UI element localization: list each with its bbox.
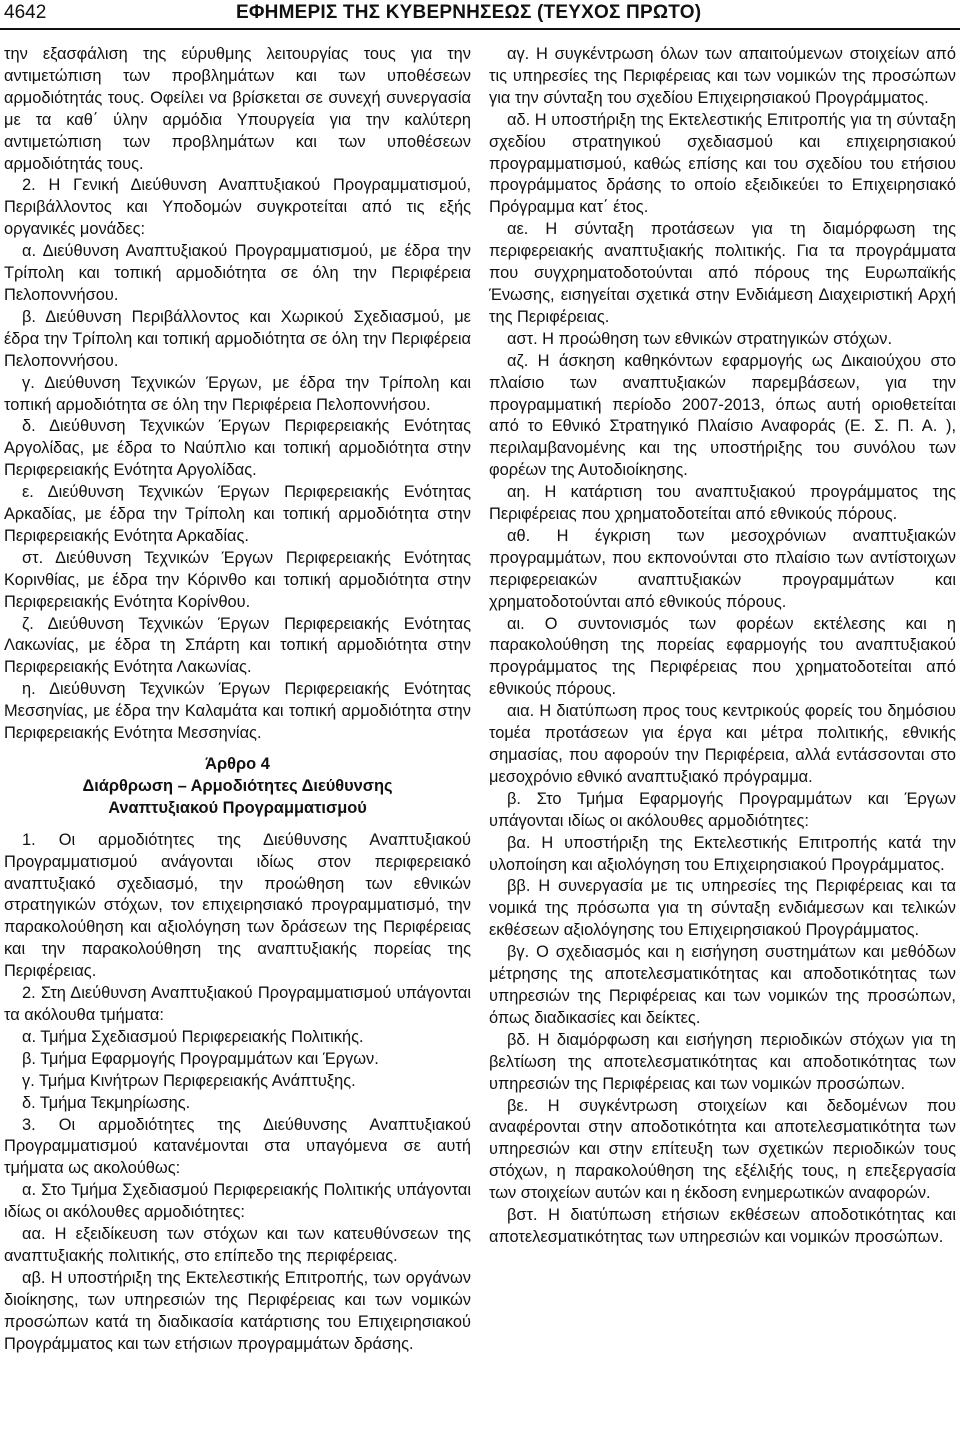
paragraph: γ. Διεύθυνση Τεχνικών Έργων, με έδρα την Τρίπολη και τοπική αρμοδιότητα σε όλη την Περιφέρεια Πελοποννήσου. bbox=[4, 373, 471, 414]
article-heading bbox=[4, 754, 471, 820]
paragraph: αια. Η διατύπωση προς τους κεντρικούς φορείς του δημόσιου τομέα προτάσεων για έργα και μέτρα πολιτικής, εθνικής σημασίας, που αφορούν την Περιφέρεια, αλλά εντάσσονται στο μεσοχρόνιο εθνικό αναπτυξιακό πρόγραμμα. bbox=[489, 702, 956, 786]
paragraph: αα. Η εξειδίκευση των στόχων και των κατευθύνσεων της αναπτυξιακής πολιτικής, στο επίπεδο της περιφέρειας. bbox=[4, 1225, 471, 1265]
paragraph: ββ. Η συνεργασία με τις υπηρεσίες της Περιφέρειας και τα νομικά της πρόσωπα για τη σύνταξη ενδιάμεσων και τελικών εκθέσεων αξιολόγησης του Επιχειρησιακού Προγράμματος. bbox=[489, 877, 956, 940]
paragraph: β. Στο Τμήμα Εφαρμογής Προγραμμάτων και Έργων υπάγονται ιδίως οι ακόλουθες αρμοδιότητες: bbox=[489, 789, 956, 830]
paragraph: 2. Η Γενική Διεύθυνση Αναπτυξιακού Προγραμματισμού, Περιβάλλοντος και Υποδομών συγκροτείται από τις εξής οργανικές μονάδες: bbox=[4, 176, 471, 239]
paragraph: 2. Στη Διεύθυνση Αναπτυξιακού Προγραμματισμού υπάγονται τα ακόλουθα τμήματα: bbox=[4, 984, 471, 1024]
paragraph: δ. Τμήμα Τεκμηρίωσης. bbox=[22, 1093, 191, 1112]
paragraph: βε. Η συγκέντρωση στοιχείων και δεδομένων που αναφέρονται στην αποδοτικότητα και αποτελεσματικότητα των υπηρεσιών και στην επίτευξη των σχετικών περιοδικών τους στόχων, η παρακολούθηση της εξέλιξής τους, η επεξεργασία των στοιχείων αυτών και η έκδοση ενημερωτικών αναφορών. bbox=[489, 1096, 956, 1203]
paragraph: β. Τμήμα Εφαρμογής Προγραμμάτων και Έργων. bbox=[22, 1049, 379, 1068]
paragraph: α. Στο Τμήμα Σχεδιασμού Περιφερειακής Πολιτικής υπάγονται ιδίως οι ακόλουθες αρμοδιότητες: bbox=[4, 1181, 471, 1222]
article-number: Άρθρο 4 bbox=[205, 755, 270, 773]
paragraph: στ. Διεύθυνση Τεχνικών Έργων Περιφερειακής Ενότητας Κορινθίας, με έδρα την Κόρινθο και τοπική αρμοδιότητα στην Περιφερειακής Ενότητα Κορίνθου. bbox=[4, 548, 471, 611]
paragraph: την εξασφάλιση της εύρυθμης λειτουργίας τους για την αντιμετώπιση των προβλημάτων και των υποθέσεων αρμοδιότητάς τους. Οφείλει να βρίσκεται σε συνεχή συνεργασία με τα καθ΄ ύλην αρμόδια Υπουργεία για την καλύτερη αντιμετώπιση των προβλημάτων και των υποθέσεων αρμοδιότητάς τους. bbox=[4, 45, 471, 173]
paragraph: αζ. Η άσκηση καθηκόντων εφαρμογής ως Δικαιούχου στο πλαίσιο των αναπτυξιακών παρεμβάσεων, για την προγραμματική περίοδο 2007-2013, όπως αυτή οριοθετείται από το Εθνικό Στρατηγικό Πλαίσιο Αναφοράς (Ε. Σ. Π. Α. ), περιλαμβανομένης και της υποστήριξης του συνόλου των φορέων της Αυτοδιοίκησης. bbox=[489, 351, 956, 480]
article-title-line-2: Αναπτυξιακού Προγραμματισμού bbox=[108, 798, 367, 817]
paragraph: αβ. Η υποστήριξη της Εκτελεστικής Επιτροπής, των οργάνων διοίκησης, των υπηρεσιών της Περιφέρειας και των νομικών προσώπων κατά τη διαδικασία κατάρτισης του Επιχειρησιακού Προγράμματος και των ετήσιων προγραμμάτων δράσης. bbox=[4, 1268, 471, 1353]
paragraph: δ. Διεύθυνση Τεχνικών Έργων Περιφερειακής Ενότητας Αργολίδας, με έδρα το Ναύπλιο και τοπική αρμοδιότητα στην Περιφερειακής Ενότητα Αργολίδας. bbox=[4, 417, 471, 480]
paragraph: η. Διεύθυνση Τεχνικών Έργων Περιφερειακής Ενότητας Μεσσηνίας, με έδρα την Καλαμάτα και τοπική αρμοδιότητα στην Περιφερειακής Ενότητα Μεσσηνίας. bbox=[4, 680, 471, 743]
paragraph: αι. Ο συντονισμός των φορέων εκτέλεσης και η παρακολούθηση της πορείας εφαρμογής του αναπτυξιακού προγράμματος της Περιφέρειας που χρηματοδοτείται από εθνικούς πόρους. bbox=[489, 614, 956, 699]
paragraph: ε. Διεύθυνση Τεχνικών Έργων Περιφερειακής Ενότητας Αρκαδίας, με έδρα την Τρίπολη και τοπική αρμοδιότητα στην Περιφερειακής Ενότητα Αρκαδίας. bbox=[4, 483, 471, 545]
paragraph: 3. Οι αρμοδιότητες της Διεύθυνσης Αναπτυξιακού Προγραμματισμού κατανέμονται στα υπαγόμενα σε αυτή τμήματα ως ακολούθως: bbox=[4, 1115, 471, 1178]
page-header bbox=[0, 0, 960, 30]
paragraph: β. Διεύθυνση Περιβάλλοντος και Χωρικού Σχεδιασμού, με έδρα την Τρίπολη και τοπική αρμοδιότητα σε όλη την Περιφέρεια Πελοποννήσου. bbox=[4, 307, 471, 370]
paragraph: 1. Οι αρμοδιότητες της Διεύθυνσης Αναπτυξιακού Προγραμματισμού ανάγονται ιδίως στον περιφερειακό αναπτυξιακό σχεδιασμό, την προώθηση των εθνικών στρατηγικών στόχων, τον επιχειρησιακό προγραμματισμό, την παρακολούθηση και αξιολόγηση των δράσεων της Περιφέρειας και την παρακολούθηση της αναπτυξιακής πορείας της Περιφέρειας. bbox=[4, 830, 471, 981]
paragraph: α. Τμήμα Σχεδιασμού Περιφερειακής Πολιτικής. bbox=[22, 1027, 364, 1046]
paragraph: αθ. Η έγκριση των μεσοχρόνιων αναπτυξιακών προγραμμάτων, που εκπονούνται στο πλαίσιο των αντίστοιχων περιφερειακών αναπτυξιακών προγραμμάτων και χρηματοδοτούνται από εθνικούς πόρους. bbox=[489, 526, 956, 611]
paragraph: αη. Η κατάρτιση του αναπτυξιακού προγράμματος της Περιφέρειας που χρηματοδοτείται από εθνικούς πόρους. bbox=[489, 483, 956, 524]
article-title-line-1: Διάρθρωση – Αρμοδιότητες Διεύθυνσης bbox=[82, 776, 393, 795]
left-column bbox=[4, 44, 471, 1420]
paragraph: αγ. Η συγκέντρωση όλων των απαιτούμενων στοιχείων από τις υπηρεσίες της Περιφέρειας και των νομικών της προσώπων για την σύνταξη του σχεδίου Επιχειρησιακού Προγράμματος. bbox=[489, 45, 956, 107]
right-column bbox=[489, 44, 956, 1420]
paragraph: βδ. Η διαμόρφωση και εισήγηση περιοδικών στόχων για τη βελτίωση της αποτελεσματικότητας και αποδοτικότητας των υπηρεσιών της Περιφέρειας και των νομικών προσώπων. bbox=[489, 1030, 956, 1093]
paragraph: ζ. Διεύθυνση Τεχνικών Έργων Περιφερειακής Ενότητας Λακωνίας, με έδρα τη Σπάρτη και τοπική αρμοδιότητα στην Περιφερειακής Ενότητα Λακωνίας. bbox=[4, 614, 471, 677]
gazette-title: ΕΦΗΜΕΡΙΣ ΤΗΣ ΚΥΒΕΡΝΗΣΕΩΣ (ΤΕΥΧΟΣ ΠΡΩΤΟ) bbox=[236, 2, 702, 23]
paragraph: βστ. Η διατύπωση ετήσιων εκθέσεων αποδοτικότητας και αποτελεσματικότητας των υπηρεσιών και νομικών προσώπων. bbox=[489, 1206, 956, 1246]
page-number: 4642 bbox=[4, 2, 47, 23]
paragraph: αστ. Η προώθηση των εθνικών στρατηγικών στόχων. bbox=[507, 329, 893, 348]
paragraph: αδ. Η υποστήριξη της Εκτελεστικής Επιτροπής για τη σύνταξη σχεδίου στρατηγικού σχεδιασμού και επιχειρησιακού προγραμματισμού, καθώς επίσης και του σχεδίου του ετήσιου προγράμματος δράσης το οποίο εξειδικεύει το Επιχειρησιακό Πρόγραμμα κατ΄ έτος. bbox=[489, 110, 956, 217]
paragraph: α. Διεύθυνση Αναπτυξιακού Προγραμματισμού, με έδρα την Τρίπολη και τοπική αρμοδιότητα σε όλη την Περιφέρεια Πελοποννήσου. bbox=[4, 242, 471, 304]
paragraph: βα. Η υποστήριξη της Εκτελεστικής Επιτροπής κατά την υλοποίηση και αξιολόγηση του Επιχειρησιακού Προγράμματος. bbox=[489, 833, 956, 874]
paragraph: γ. Τμήμα Κινήτρων Περιφερειακής Ανάπτυξης. bbox=[22, 1071, 356, 1090]
paragraph: αε. Η σύνταξη προτάσεων για τη διαμόρφωση της περιφερειακής αναπτυξιακής πολιτικής. Για τα προγράμματα που συγχρηματοδοτούνται από πόρους της Ευρωπαϊκής Ένωσης, εισηγείται σχετικά στην Ενδιάμεση Διαχειριστική Αρχή της Περιφέρειας. bbox=[489, 220, 956, 326]
paragraph: βγ. Ο σχεδιασμός και η εισήγηση συστημάτων και μεθόδων μέτρησης της αποτελεσματικότητας και αποδοτικότητας των υπηρεσιών της Περιφέρειας και των νομικών της προσώπων, όπως διαδικασίες και δείκτες. bbox=[489, 943, 956, 1027]
